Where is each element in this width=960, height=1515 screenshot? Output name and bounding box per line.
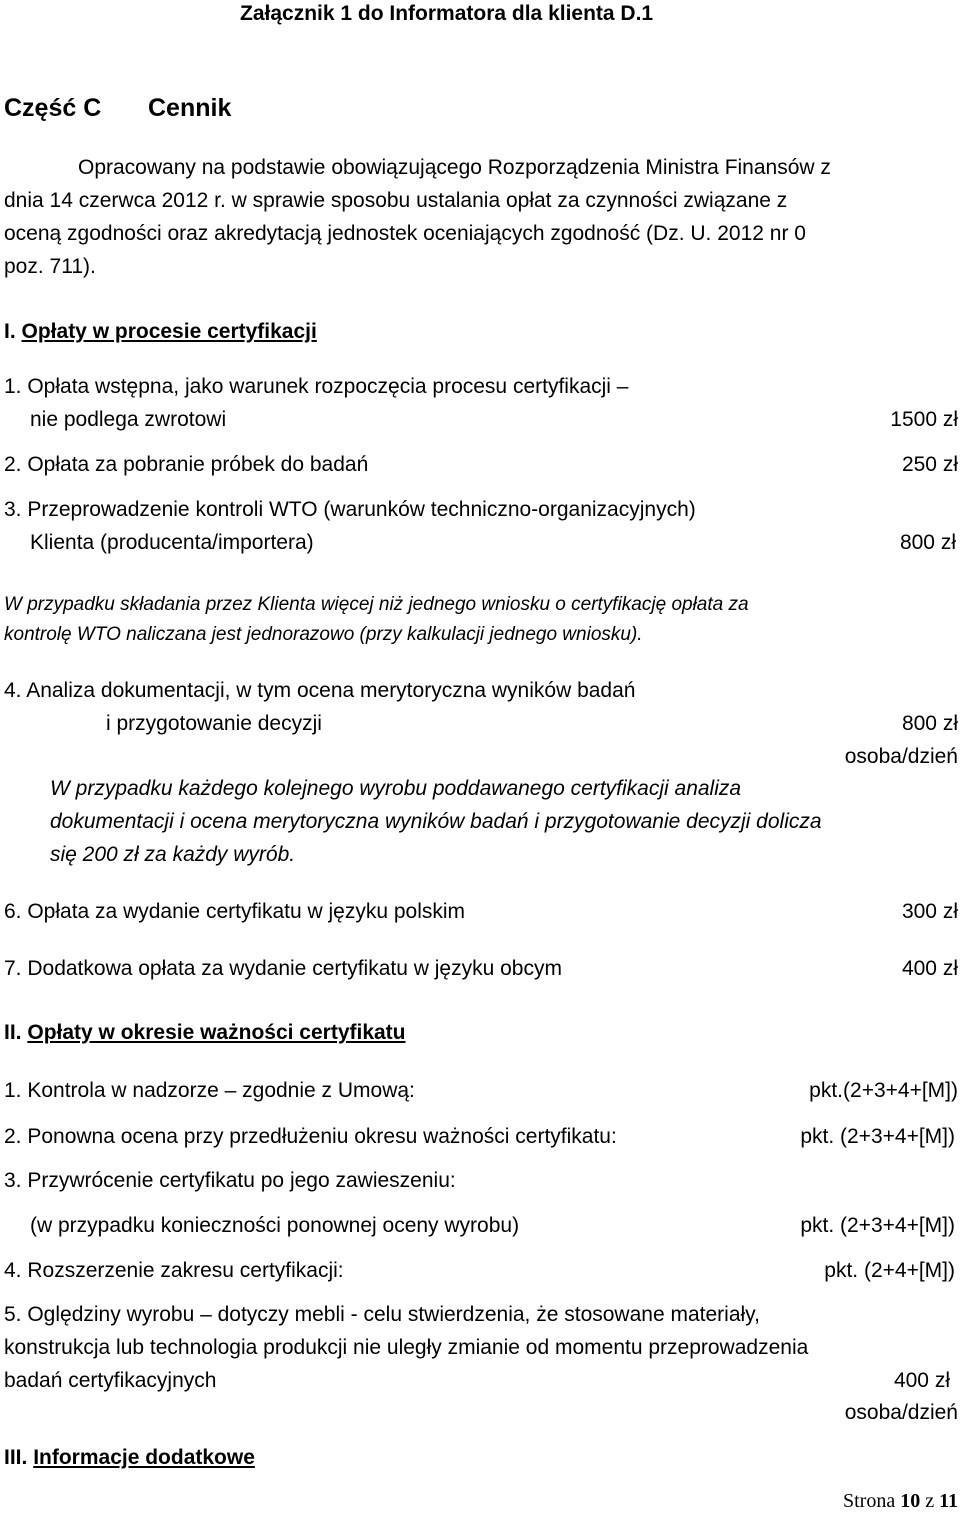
fee-item-6-text: 6. Opłata za wydanie certyfikatu w języku polskim <box>4 900 466 923</box>
note-wto-cont: kontrolę WTO naliczana jest jednorazowo (przy kalkulacji jednego wniosku). <box>4 624 643 645</box>
fee-item-1-text-cont: nie podlega zwrotowi <box>30 408 227 431</box>
fee-ii-item-4-text: 4. Rozszerzenie zakresu certyfikacji: <box>4 1259 344 1282</box>
fee-item-3-price: 800 zł <box>899 531 956 554</box>
fee-item-7-text: 7. Dodatkowa opłata za wydanie certyfikatu w języku obcym <box>4 957 562 980</box>
fee-ii-item-5-text-cont: badań certyfikacyjnych <box>4 1369 217 1392</box>
fee-item-3-text: 3. Przeprowadzenie kontroli WTO (warunków techniczno-organizacyjnych) <box>4 498 696 521</box>
intro-line: dnia 14 czerwca 2012 r. w sprawie sposobu ustalania opłat za czynności związane z <box>4 189 788 212</box>
section-1-title: Opłaty w procesie certyfikacji <box>21 320 317 343</box>
page-current: 10 <box>900 1490 921 1512</box>
fee-ii-item-4-price: pkt. (2+4+[M]) <box>824 1259 955 1282</box>
fee-item-4-text: 4. Analiza dokumentacji, w tym ocena merytoryczna wyników badań <box>4 679 636 702</box>
fee-item-1-price: 1500 zł <box>890 408 958 431</box>
fee-ii-item-1-text: 1. Kontrola w nadzorze – zgodnie z Umową: <box>4 1079 415 1102</box>
fee-ii-item-3-price: pkt. (2+3+4+[M]) <box>800 1214 955 1237</box>
section-2-heading <box>4 1021 406 1045</box>
fee-item-4-text-cont: i przygotowanie decyzji <box>106 712 322 735</box>
note-analysis-cont: się 200 zł za każdy wyrób. <box>50 843 296 866</box>
page-total: 11 <box>939 1490 958 1512</box>
fee-ii-item-3-text-cont: (w przypadku konieczności ponownej oceny wyrobu) <box>30 1214 520 1237</box>
intro-line: oceną zgodności oraz akredytacją jednostek oceniających zgodność (Dz. U. 2012 nr 0 <box>4 222 806 245</box>
section-1-prefix: I. <box>4 320 16 343</box>
fee-item-3-text-cont: Klienta (producenta/importera) <box>30 531 314 554</box>
section-2-prefix: II. <box>4 1021 22 1044</box>
page-word: Strona <box>842 1490 896 1512</box>
part-name: Cennik <box>148 94 232 122</box>
intro-line: Opracowany na podstawie obowiązującego Rozporządzenia Ministra Finansów z <box>78 156 831 179</box>
section-3-title: Informacje dodatkowe <box>33 1446 255 1469</box>
note-analysis: W przypadku każdego kolejnego wyrobu poddawanego certyfikacji analiza <box>50 777 742 800</box>
section-3-heading <box>4 1446 255 1470</box>
fee-ii-item-1-price: pkt.(2+3+4+[M]) <box>809 1079 958 1102</box>
section-1-heading <box>4 320 317 344</box>
fee-ii-item-2-text: 2. Ponowna ocena przy przedłużeniu okresu ważności certyfikatu: <box>4 1125 617 1148</box>
note-wto: W przypadku składania przez Klienta więcej niż jednego wniosku o certyfikację opłata za <box>4 594 749 615</box>
fee-ii-item-5-unit: osoba/dzień <box>844 1401 958 1424</box>
intro-line: poz. 711). <box>4 255 96 278</box>
fee-item-7-price: 400 zł <box>901 957 958 980</box>
fee-ii-item-3-text: 3. Przywrócenie certyfikatu po jego zawieszeniu: <box>4 1169 456 1192</box>
page-of: z <box>925 1490 935 1512</box>
fee-ii-item-5-text: 5. Oględziny wyrobu – dotyczy mebli - celu stwierdzenia, że stosowane materiały, <box>4 1303 760 1326</box>
fee-item-2-text: 2. Opłata za pobranie próbek do badań <box>4 453 369 476</box>
fee-item-2-price: 250 zł <box>901 453 958 476</box>
fee-ii-item-5-text-cont: konstrukcja lub technologia produkcji nie uległy zmianie od momentu przeprowadzenia <box>4 1336 809 1359</box>
fee-item-4-unit: osoba/dzień <box>844 745 958 768</box>
part-label: Część C <box>4 94 102 122</box>
fee-item-4-price: 800 zł <box>901 712 958 735</box>
fee-ii-item-2-price: pkt. (2+3+4+[M]) <box>800 1125 955 1148</box>
note-analysis-cont: dokumentacji i ocena merytoryczna wyników badań i przygotowanie decyzji dolicza <box>50 810 822 833</box>
fee-item-6-price: 300 zł <box>901 900 958 923</box>
section-2-title: Opłaty w okresie ważności certyfikatu <box>27 1021 406 1044</box>
document-header: Załącznik 1 do Informatora dla klienta D.1 <box>240 2 654 25</box>
section-3-prefix: III. <box>4 1446 28 1469</box>
fee-item-1-text: 1. Opłata wstępna, jako warunek rozpoczęcia procesu certyfikacji – <box>4 375 629 398</box>
page-number <box>843 1490 958 1513</box>
fee-ii-item-5-price: 400 zł <box>893 1369 950 1392</box>
